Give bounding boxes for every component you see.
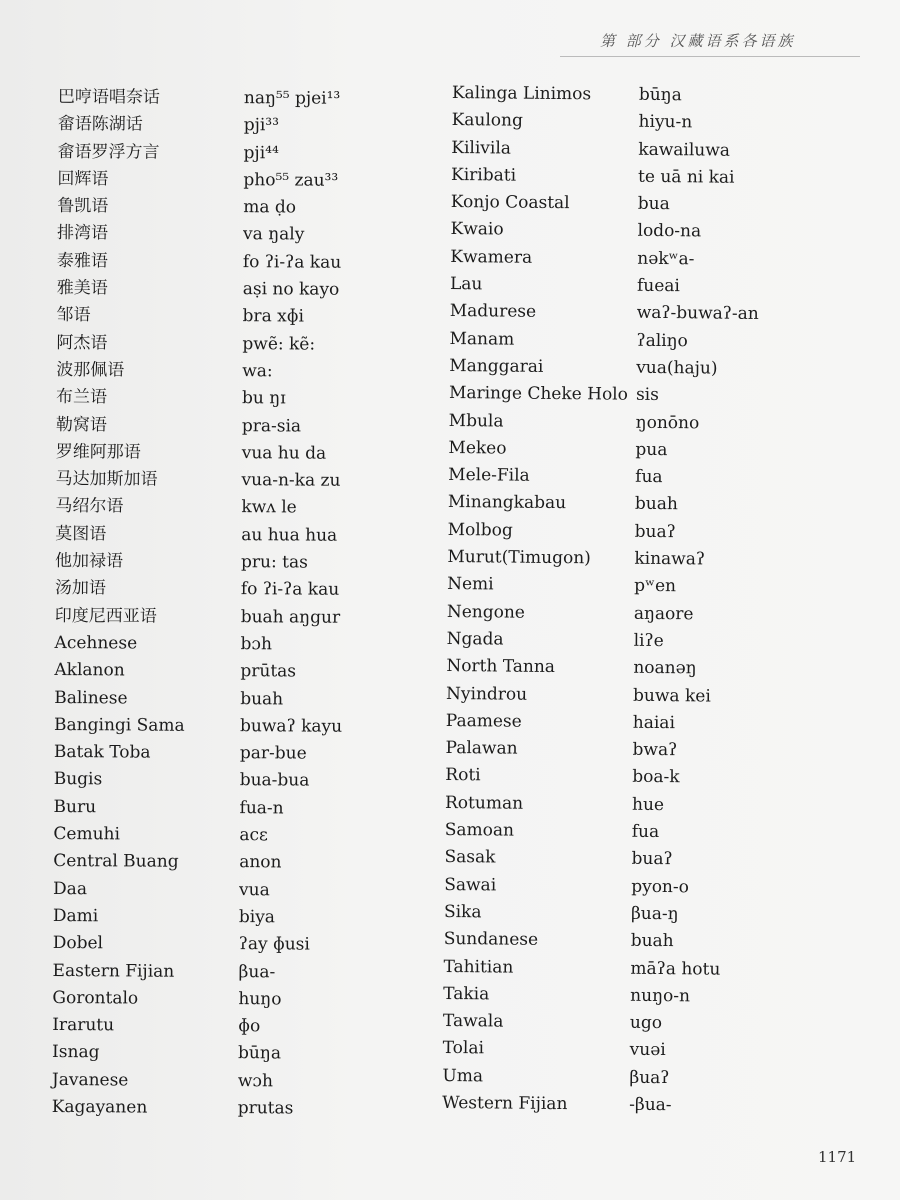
word-entry (54, 766, 434, 796)
word-form: prūtas (240, 661, 297, 682)
word-entry (56, 302, 436, 332)
language-name: Mele-Fila (448, 465, 530, 486)
language-name: Roti (445, 765, 481, 786)
word-form: ŋonōno (635, 412, 700, 433)
word-form: wɔh (237, 1070, 274, 1092)
word-entry (445, 735, 865, 766)
language-name: Kagayanen (51, 1096, 148, 1118)
word-entry (449, 408, 869, 439)
language-name: Javanese (51, 1069, 129, 1091)
word-entry (55, 603, 435, 633)
word-entry (53, 903, 433, 933)
word-form: bua-bua (239, 770, 310, 791)
word-form: vua-n-ka zu (241, 470, 341, 491)
word-entry (443, 1035, 863, 1066)
word-entry (56, 357, 436, 387)
language-name: Bugis (53, 769, 103, 790)
word-entry (444, 899, 864, 930)
word-form: ugo (629, 1012, 663, 1034)
word-form: ma ḍo (243, 197, 297, 218)
language-name: Mbula (448, 410, 504, 432)
language-name: Minangkabau (447, 492, 567, 514)
word-form: noanəŋ (633, 658, 697, 679)
word-form: nuŋo-n (630, 985, 691, 1007)
running-head: 第 部分 汉藏语系各语族 (600, 32, 796, 50)
word-form: nəkʷa- (637, 248, 695, 270)
word-form: lodo-na (637, 221, 702, 242)
word-entry (56, 412, 436, 442)
word-form: pʷen (634, 576, 677, 597)
language-name: 回辉语 (57, 168, 109, 190)
language-name: Lau (449, 274, 483, 295)
word-form: pji⁴⁴ (243, 142, 279, 163)
word-form: sis (635, 385, 659, 406)
language-name: 马绍尔语 (55, 496, 124, 517)
language-name: Acehnese (54, 632, 138, 654)
word-form: pji³³ (243, 115, 280, 136)
word-form: fueai (636, 275, 681, 297)
word-form: bwaʔ (632, 739, 678, 761)
word-entry (443, 981, 863, 1012)
word-entry (55, 548, 435, 578)
word-entry (54, 739, 434, 769)
word-form: vuəi (629, 1040, 666, 1061)
word-form: au hua hua (241, 524, 338, 546)
word-form: bua (637, 193, 670, 215)
word-entry (444, 844, 864, 875)
language-name: Tahitian (443, 956, 514, 978)
word-form: būŋa (638, 84, 682, 106)
word-entry (449, 380, 869, 411)
word-form: huŋo (238, 988, 282, 1010)
word-form: aṣi no kayo (242, 279, 340, 300)
language-name: Batak Toba (53, 742, 151, 763)
language-name: North Tanna (446, 656, 556, 678)
word-entry (450, 271, 870, 302)
word-entry (57, 166, 437, 196)
word-entry (53, 848, 433, 878)
word-entry (448, 489, 868, 520)
word-form: buah (240, 688, 284, 709)
word-entry (444, 926, 864, 957)
language-name: 波那佩语 (56, 359, 125, 381)
word-entry (445, 762, 865, 793)
word-entry (443, 1008, 863, 1039)
language-name: 他加禄语 (55, 551, 124, 572)
word-form: pwẽ: kẽ: (242, 333, 316, 355)
word-form: pho⁵⁵ zau³³ (243, 170, 339, 191)
word-entry (54, 712, 434, 742)
word-form: aŋaore (633, 603, 694, 624)
word-entry (445, 817, 865, 848)
word-entry (448, 462, 868, 493)
language-name: Uma (442, 1065, 484, 1087)
word-entry (447, 544, 867, 575)
word-entry (447, 571, 867, 602)
language-name: Samoan (444, 819, 515, 841)
word-entry (52, 957, 432, 987)
word-entry (52, 985, 432, 1015)
language-name: Maringe Cheke Holo (448, 383, 629, 405)
word-entry (446, 653, 866, 684)
page-number: 1171 (818, 1148, 857, 1166)
word-entry (451, 189, 871, 220)
language-name: Nengone (446, 601, 526, 623)
word-form: hiyu-n (638, 112, 693, 133)
language-name: Irarutu (52, 1015, 115, 1036)
language-name: 阿杰语 (56, 332, 108, 353)
language-name: 畲语陈湖话 (57, 114, 143, 135)
language-name: 巴哼语唱奈话 (57, 86, 160, 108)
language-name: 布兰语 (56, 387, 108, 408)
word-form: wa: (242, 361, 273, 382)
word-form: acɛ (239, 825, 268, 846)
word-entry (442, 1090, 862, 1121)
language-name: Dami (52, 905, 99, 927)
language-name: Tawala (442, 1011, 504, 1032)
word-entry (58, 111, 438, 141)
language-name: 邹语 (56, 305, 91, 326)
language-name: Kalinga Linimos (451, 82, 592, 105)
language-name: Murut(Timugon) (447, 547, 591, 569)
word-form: buah (634, 494, 678, 515)
word-entry (450, 298, 870, 329)
word-form: βua- (238, 961, 276, 982)
word-form: waʔ-buwaʔ-an (636, 303, 759, 325)
word-entry (58, 84, 438, 114)
language-name: Nyindrou (446, 683, 528, 705)
word-entry (57, 193, 437, 223)
word-entry (448, 435, 868, 466)
language-name: Sawai (444, 874, 497, 896)
header-rule (560, 56, 860, 57)
language-name: Kwamera (450, 246, 533, 268)
language-name: Tolai (442, 1038, 485, 1059)
word-entry (447, 599, 867, 630)
word-form: va ŋaly (243, 224, 305, 245)
word-entry (54, 657, 434, 687)
word-entry (53, 876, 433, 906)
word-entry (446, 708, 866, 739)
word-form: pua (635, 439, 668, 460)
word-entry (57, 275, 437, 305)
word-entry (451, 135, 871, 166)
word-form: pra-sia (241, 415, 302, 437)
word-form: bɔh (240, 634, 273, 655)
language-name: Rotuman (444, 792, 524, 814)
word-entry (451, 162, 871, 193)
word-entry (57, 220, 437, 250)
word-entry (52, 1039, 432, 1069)
language-name: Central Buang (53, 851, 179, 873)
word-entry (448, 517, 868, 548)
word-entry (53, 821, 433, 851)
word-form: kawailuwa (638, 139, 731, 161)
word-entry (451, 107, 871, 138)
language-name: Kaulong (451, 110, 524, 131)
language-name: Palawan (445, 738, 518, 759)
language-name: Dobel (52, 933, 104, 954)
word-entry (446, 626, 866, 657)
word-form: buwa kei (633, 685, 711, 707)
language-name: 马达加斯加语 (55, 469, 158, 490)
word-form: bra xɸi (242, 306, 304, 327)
word-entry (56, 384, 436, 414)
language-name: Konjo Coastal (450, 192, 570, 214)
language-name: Molbog (447, 519, 513, 541)
language-name: Daa (53, 878, 88, 899)
language-name: Buru (53, 796, 97, 817)
word-form: boa-k (632, 767, 680, 788)
language-name: Aklanon (54, 660, 125, 681)
language-name: Manam (449, 328, 515, 350)
word-form: prutas (237, 1098, 294, 1119)
word-entry (56, 330, 436, 360)
word-entry (450, 244, 870, 275)
word-form: vua (239, 879, 270, 900)
right-word-list (442, 80, 872, 1121)
word-form: anon (239, 852, 282, 873)
language-name: Gorontalo (52, 987, 139, 1009)
word-form: hue (631, 794, 665, 815)
language-name: Eastern Fijian (52, 960, 175, 982)
word-form: biya (238, 907, 276, 928)
word-form: māʔa hotu (630, 958, 721, 980)
language-name: Manggarai (449, 355, 544, 377)
word-form: pyon-o (631, 876, 690, 897)
word-entry (56, 439, 436, 469)
language-name: Takia (443, 983, 490, 1005)
word-form: vua hu da (241, 442, 327, 464)
word-form: buwaʔ kayu (240, 715, 343, 737)
word-form: fo ʔi-ʔa kau (242, 251, 342, 273)
word-form: buaʔ (631, 849, 673, 870)
word-entry (52, 1067, 432, 1097)
word-entry (449, 326, 869, 357)
language-name: 排湾语 (57, 223, 109, 244)
word-form: βua-ŋ (630, 903, 679, 925)
language-name: 罗维阿那语 (55, 441, 141, 463)
language-name: Ngada (446, 628, 504, 650)
language-name: Balinese (54, 687, 128, 708)
language-name: Cemuhi (53, 824, 121, 845)
word-form: pru: tas (241, 552, 308, 573)
language-name: Sundanese (443, 929, 539, 951)
word-form: buah aŋgur (240, 606, 341, 628)
word-entry (54, 685, 434, 715)
word-entry (445, 790, 865, 821)
word-entry (449, 353, 869, 384)
word-form: kinawaʔ (634, 548, 706, 570)
word-entry (52, 1012, 432, 1042)
language-name: Kiribati (450, 164, 517, 186)
word-form: liʔe (633, 630, 664, 651)
word-entry (452, 80, 872, 111)
language-name: Western Fijian (442, 1092, 568, 1115)
word-form: bu ŋɪ (242, 388, 286, 409)
language-name: 印度尼西亚语 (54, 605, 157, 627)
language-name: Madurese (449, 301, 537, 323)
word-form: buaʔ (634, 521, 676, 542)
word-form: vua(haju) (636, 357, 718, 379)
word-form: fua (631, 821, 660, 843)
language-name: Sasak (444, 847, 496, 868)
word-entry (53, 930, 433, 960)
language-name: 莫图语 (55, 523, 107, 545)
word-entry (52, 1094, 432, 1124)
word-entry (55, 521, 435, 551)
word-form: βuaʔ (629, 1067, 670, 1088)
word-form: buah (630, 930, 674, 952)
language-name: Sika (443, 901, 482, 923)
language-name: Mekeo (448, 437, 507, 459)
word-form: haiai (632, 712, 676, 733)
word-form: būŋa (238, 1043, 282, 1064)
language-name: Isnag (52, 1042, 100, 1063)
language-name: 鲁凯语 (57, 196, 109, 217)
word-entry (55, 493, 435, 523)
word-entry (443, 953, 863, 984)
word-form: naŋ⁵⁵ pjei¹³ (243, 88, 341, 109)
word-entry (57, 139, 437, 169)
word-entry (57, 248, 437, 278)
word-entry (450, 216, 870, 247)
language-name: Paamese (445, 710, 522, 732)
word-form: ʔaliŋo (636, 330, 688, 351)
word-entry (442, 1063, 862, 1094)
word-form: ʔay ɸusi (238, 934, 310, 955)
word-entry (446, 681, 866, 712)
language-name: Kilivila (451, 137, 512, 159)
word-form: te uā ni kai (637, 166, 735, 188)
word-form: ɸo (238, 1016, 261, 1037)
word-entry (53, 794, 433, 824)
word-form: kwʌ le (241, 497, 297, 518)
language-name: Nemi (447, 574, 494, 595)
language-name: Bangingi Sama (54, 714, 185, 736)
word-form: fo ʔi-ʔa kau (240, 579, 340, 601)
word-form: par-bue (239, 743, 307, 764)
left-word-list (52, 84, 438, 1124)
language-name: 泰雅语 (56, 250, 108, 272)
word-form: -βua- (629, 1094, 672, 1116)
language-name: 勒窝语 (55, 414, 107, 435)
word-form: fua-n (239, 797, 284, 819)
word-entry (444, 872, 864, 903)
language-name: 畲语罗浮方言 (57, 141, 160, 163)
word-entry (55, 575, 435, 605)
word-entry (54, 630, 434, 660)
language-name: 汤加语 (54, 578, 106, 599)
language-name: 雅美语 (56, 278, 108, 299)
word-entry (55, 466, 435, 496)
language-name: Kwaio (450, 219, 504, 240)
word-form: fua (635, 466, 663, 488)
